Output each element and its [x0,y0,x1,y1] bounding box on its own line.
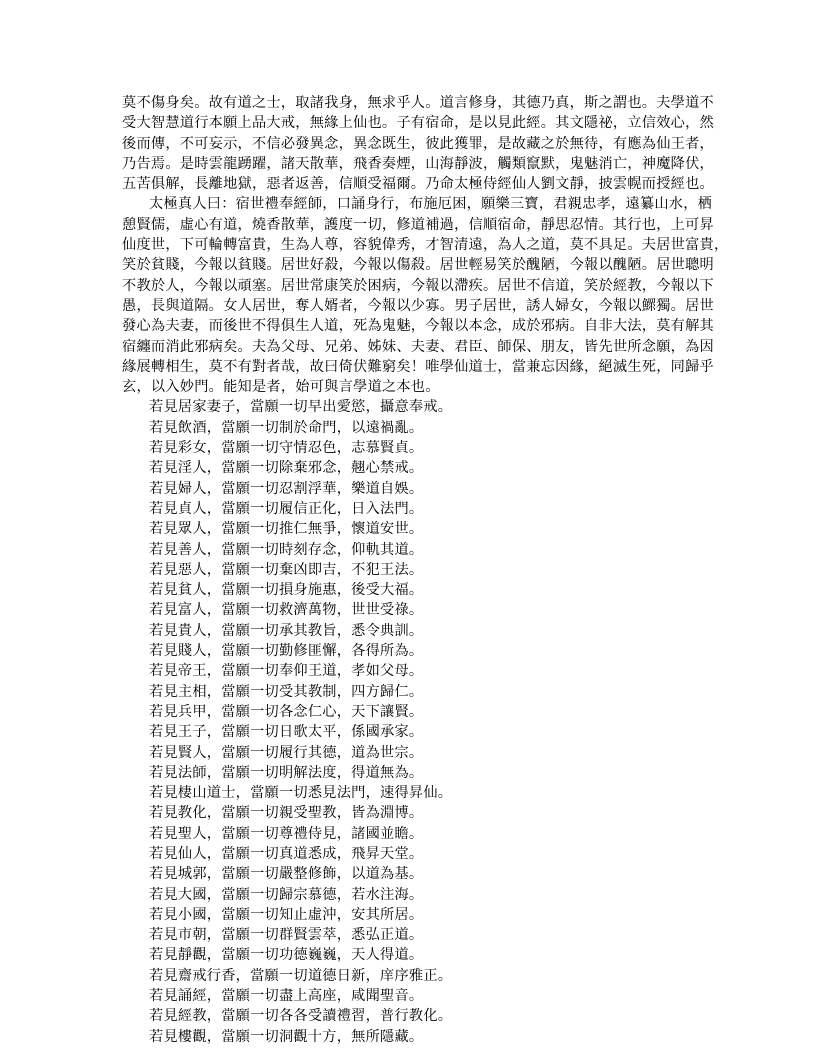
vow-line: 若見兵甲，當願一切各念仁心，天下讓賢。 [149,703,424,720]
paragraph-1 [122,93,714,194]
vow-line: 若見靜觀，當願一切功德巍巍，天人得道。 [149,947,424,964]
vow-list [122,397,698,1047]
text-line: 緣展轉相生，莫不有對者哉，故曰倚伏難窮矣！唯學仙道士，當兼忘因緣，絕滅生死，同歸乎 [122,358,714,375]
vow-line: 若見經教，當願一切各各受讀禮習，普行教化。 [149,1008,453,1025]
vow-line: 若見善人，當願一切時刻存念，仰軌其道。 [149,541,424,558]
text-line: 受大智慧道行本願上品大戒，無緣上仙也。子有宿命，是以見此經。其文隱祕，立信效心，然 [122,115,714,132]
vow-line: 若見棲山道士，當願一切悉見法門，速得昇仙。 [149,785,453,802]
vow-line: 若見賢人，當願一切履行其德，道為世宗。 [149,744,424,761]
vow-line: 若見教化，當願一切親受聖教，皆為淵博。 [149,805,424,822]
text-line: 笑於貧賤，今報以貧賤。居世好殺，今報以傷殺。居世輕易笑於醜陋，今報以醜陋。居世聰明 [122,257,714,274]
vow-line: 若見市朝，當願一切群賢雲萃，悉弘正道。 [149,927,424,944]
vow-line: 若見齋戒行香，當願一切道德日新，庠序雅正。 [149,967,453,984]
vow-line: 若見大國，當願一切歸宗慕德，若水注海。 [149,886,424,903]
paragraph-2 [122,194,729,397]
vow-line: 若見城郭，當願一切嚴整修飾，以道為基。 [149,866,424,883]
vow-line: 若見彩女，當願一切守情忍色，志慕賢貞。 [149,440,424,457]
vow-line: 若見主相，當願一切受其教制，四方歸仁。 [149,683,424,700]
vow-line: 若見貧人，當願一切損身施惠，後受大福。 [149,582,424,599]
vow-line: 若見富人，當願一切救濟萬物，世世受祿。 [149,602,424,619]
vow-line: 若見仙人，當願一切真道悉成，飛昇天堂。 [149,845,424,862]
text-line: 發心為夫妻，而後世不得俱生人道，死為鬼魅，今報以本念，成於邪病。自非大法，莫有解其 [122,318,714,335]
text-line: 太極真人曰：宿世禮奉經師，口誦身行，布施厄困，願樂三寶，君親忠孝，遠纂山水，栖 [149,196,713,213]
text-line: 憩賢儒，虛心有道，燒香散華，護度一切，修道補過，信順宿命，靜思忍情。其行也，上可昇 [122,216,714,233]
vow-line: 若見賤人，當願一切勤修匪懈，各得所為。 [149,643,424,660]
vow-line: 若見誦經，當願一切盡上高座，咸聞聖音。 [149,988,424,1005]
text-line: 宿纏而消此邪病矣。夫為父母、兄弟、姊妹、夫妻、君臣、師保、朋友，皆先世所念願，為因 [122,338,714,355]
vow-line: 若見婦人，當願一切忍割浮華，樂道自娛。 [149,480,424,497]
scripture-text [122,93,729,1047]
text-line: 乃告焉。是時雲龍踴躍，諸天散華，飛香奏煙，山海靜波，觸類竄默，鬼魅消亡，神魔降伏， [122,155,714,172]
vow-line: 若見眾人，當願一切推仁無爭，懷道安世。 [149,521,424,538]
text-line: 五苦俱解，長離地獄，惡者返善，信順受福爾。乃命太極侍經仙人劉文靜，披雲幌而授經也。 [122,176,714,193]
vow-line: 若見聖人，當願一切尊禮侍見，諸國並瞻。 [149,825,424,842]
vow-line: 若見貞人，當願一切履信正化，日入法門。 [149,500,424,517]
vow-line: 若見王子，當願一切日歌太平，係國承家。 [149,724,424,741]
vow-line: 若見居家妻子，當願一切早出愛慾，攝意奉戒。 [149,399,453,416]
vow-line: 若見惡人，當願一切棄凶即吉，不犯王法。 [149,561,424,578]
vow-line: 若見飲酒，當願一切制於命門，以遠禍亂。 [149,419,424,436]
text-line: 仙度世，下可輪轉富貴，生為人尊，容貌偉秀，才智清遠，為人之道，莫不具足。夫居世富貴， [122,237,729,254]
text-line: 後而傳，不可妄示，不信必發異念，異念既生，彼此獲罪，是故藏之於無待，有應為仙王者， [122,135,714,152]
vow-line: 若見樓觀，當願一切洞觀十方，無所隱藏。 [149,1028,424,1045]
vow-line: 若見帝王，當願一切奉仰王道，孝如父母。 [149,663,424,680]
vow-line: 若見淫人，當願一切除棄邪念，翹心禁戒。 [149,460,424,477]
vow-line: 若見法師，當願一切明解法度，得道無為。 [149,764,424,781]
vow-line: 若見貴人，當願一切承其教旨，悉令典訓。 [149,622,424,639]
text-line: 不教於人，今報以頑塞。居世常康笑於困病，今報以滯疾。居世不信道，笑於經教，今報以下 [122,277,714,294]
text-line: 玄，以入妙門。能知是者，始可與言學道之本也。 [122,379,440,396]
text-line: 愚，長與道隔。女人居世，奪人婿者，今報以少寡。男子居世，誘人婦女，今報以鰥獨。居世 [122,297,714,314]
vow-line: 若見小國，當願一切知止虛沖，安其所居。 [149,906,424,923]
text-line: 莫不傷身矣。故有道之士，取諸我身，無求乎人。道言修身，其德乃真，斯之謂也。夫學道不 [122,95,714,111]
